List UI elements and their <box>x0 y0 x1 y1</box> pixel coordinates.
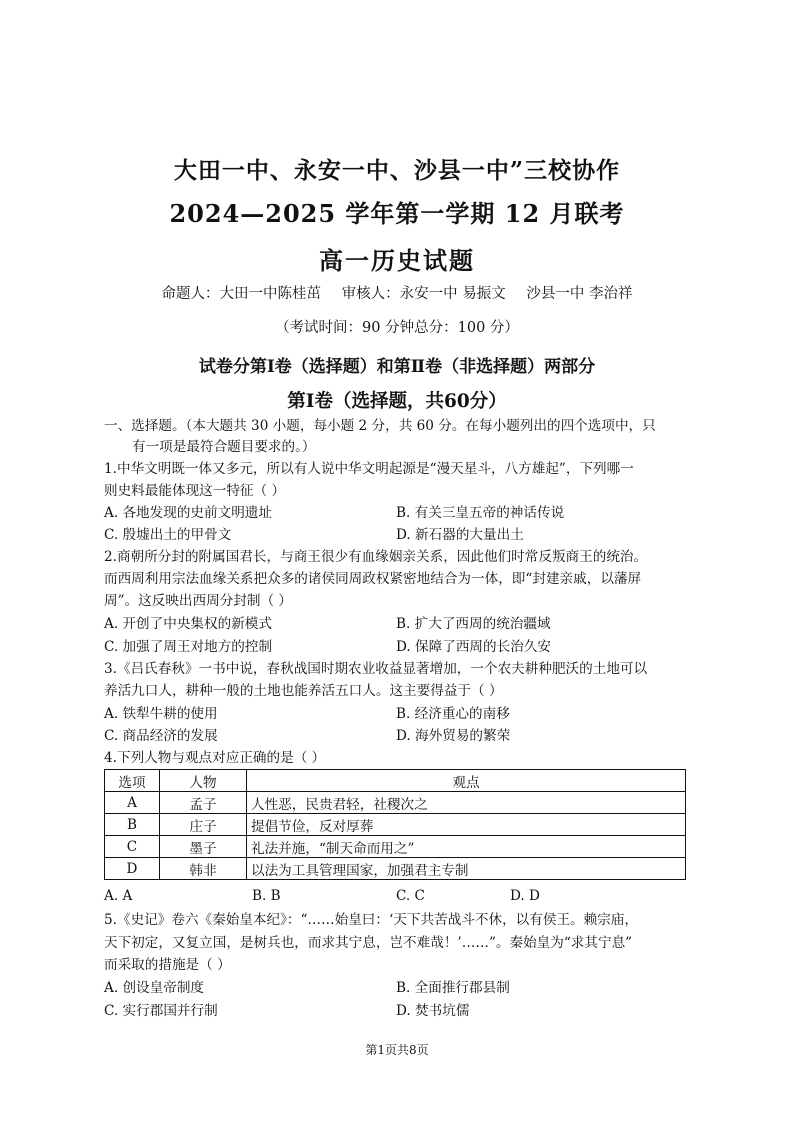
question-5-option-c: C. 实行郡国并行制 <box>104 1003 218 1019</box>
table-cell: 人性恶，民贵君轻，社稷次之 <box>247 792 686 814</box>
table-header-cell: 观点 <box>247 770 686 792</box>
table-cell: 庄子 <box>160 814 247 836</box>
paper-title: 高一历史试题 <box>319 246 475 275</box>
table-cell: 孟子 <box>160 792 247 814</box>
question-2-option-a: A. 开创了中央集权的新模式 <box>104 616 272 632</box>
table-cell: 以法为工具管理国家，加强君主专制 <box>247 858 686 880</box>
section-instructions-cont: 有一项是最符合题目要求的。） <box>132 439 316 455</box>
table-row <box>105 814 686 836</box>
question-3-option-a: A. 铁犁牛耕的使用 <box>104 706 218 722</box>
question-5-option-b: B. 全面推行郡县制 <box>396 980 510 996</box>
question-5-option-a: A. 创设皇帝制度 <box>104 980 205 996</box>
question-4-option-a: A. A <box>104 888 133 904</box>
question-2-option-c: C. 加强了周王对地方的控制 <box>104 639 273 655</box>
table-cell: C <box>105 836 160 858</box>
question-4-text: 4.下列人物与观点对应正确的是（ ） <box>104 750 326 766</box>
table-header-row <box>105 770 686 792</box>
question-1-option-d: D. 新石器的大量出土 <box>396 527 524 543</box>
question-5-text: 5.《史记》卷六《秦始皇本纪》：“……始皇曰：‘天下共苦战斗不休，以有侯王。赖宗庙， <box>104 912 639 928</box>
title-line1: 大田一中、永安一中、沙县一中”三校协作 <box>173 157 621 184</box>
question-2-text: 2.商朝所分封的附属国君长，与商王很少有血缘姻亲关系，因此他们时常反叛商王的统治。 <box>104 549 648 565</box>
table-cell: D <box>105 858 160 880</box>
question-5-text-cont2: 而采取的措施是（ ） <box>104 957 231 973</box>
table-header-cell: 人物 <box>160 770 247 792</box>
question-4-table <box>104 769 686 880</box>
question-3-text: 3.《吕氏春秋》一书中说，春秋战国时期农业收益显著增加，一个农夫耕种肥沃的土地可以 <box>104 661 648 677</box>
question-1-text: 1.中华文明既一体又多元，所以有人说中华文明起源是“漫天星斗，八方雄起”，下列哪一 <box>104 461 634 477</box>
table-cell: B <box>105 814 160 836</box>
question-3-option-d: D. 海外贸易的繁荣 <box>396 728 511 744</box>
table-header-cell: 选项 <box>105 770 160 792</box>
question-3-option-c: C. 商品经济的发展 <box>104 728 218 744</box>
question-1-option-c: C. 殷墟出土的甲骨文 <box>104 527 232 543</box>
setter: 命题人：大田一中陈桂茁 <box>161 286 322 302</box>
authors-line <box>0 282 794 303</box>
table-row <box>105 836 686 858</box>
question-2-option-d: D. 保障了西周的长治久安 <box>396 639 551 655</box>
question-4-option-d: D. D <box>510 888 540 904</box>
page-number: 第1页共8页 <box>365 1043 429 1057</box>
question-3-text-cont: 养活九口人，耕种一般的土地也能养活五口人。这主要得益于（ ） <box>104 683 503 699</box>
title-line2: 2024—2025 学年第一学期 12 月联考 <box>169 199 625 228</box>
volume1-heading: 第Ⅰ卷（选择题，共60分） <box>287 391 507 412</box>
table-cell: 提倡节俭，反对厚葬 <box>247 814 686 836</box>
table-cell: A <box>105 792 160 814</box>
question-1-option-a: A. 各地发现的史前文明遗址 <box>104 505 272 521</box>
paper-split-note: 试卷分第Ⅰ卷（选择题）和第Ⅱ卷（非选择题）两部分 <box>198 357 596 377</box>
reviewer-1: 审核人：永安一中 易振文 <box>341 286 506 302</box>
question-4-option-b: B. B <box>252 888 281 904</box>
question-1-option-b: B. 有关三皇五帝的神话传说 <box>396 505 565 521</box>
question-2-option-b: B. 扩大了西周的统治疆域 <box>396 616 551 632</box>
question-4-option-c: C. C <box>396 888 425 904</box>
table-cell: 韩非 <box>160 858 247 880</box>
question-2-text-cont2: 周”。这反映出西周分封制（ ） <box>104 593 292 609</box>
question-2-text-cont: 而西周利用宗法血缘关系把众多的诸侯同周政权紧密地结合为一体，即“封建亲戚，以藩屏 <box>104 571 642 587</box>
table-row <box>105 858 686 880</box>
question-1-text-cont: 则史料最能体现这一特征（ ） <box>104 483 286 499</box>
table-cell: 礼法并施，“制天命而用之” <box>247 836 686 858</box>
reviewer-2: 沙县一中 李治祥 <box>526 286 633 302</box>
table-row <box>105 792 686 814</box>
question-3-option-b: B. 经济重心的南移 <box>396 706 510 722</box>
exam-info: （考试时间：90 分钟总分：100 分） <box>275 320 519 336</box>
question-5-option-d: D. 焚书坑儒 <box>396 1003 470 1019</box>
section-instructions: 一、选择题。（本大题共 30 小题，每小题 2 分，共 60 分。在每小题列出的四个选项中，只 <box>104 418 656 434</box>
question-5-text-cont: 天下初定，又复立国，是树兵也，而求其宁息，岂不难哉！’……”。秦始皇为“求其宁息” <box>104 935 633 951</box>
table-cell: 墨子 <box>160 836 247 858</box>
